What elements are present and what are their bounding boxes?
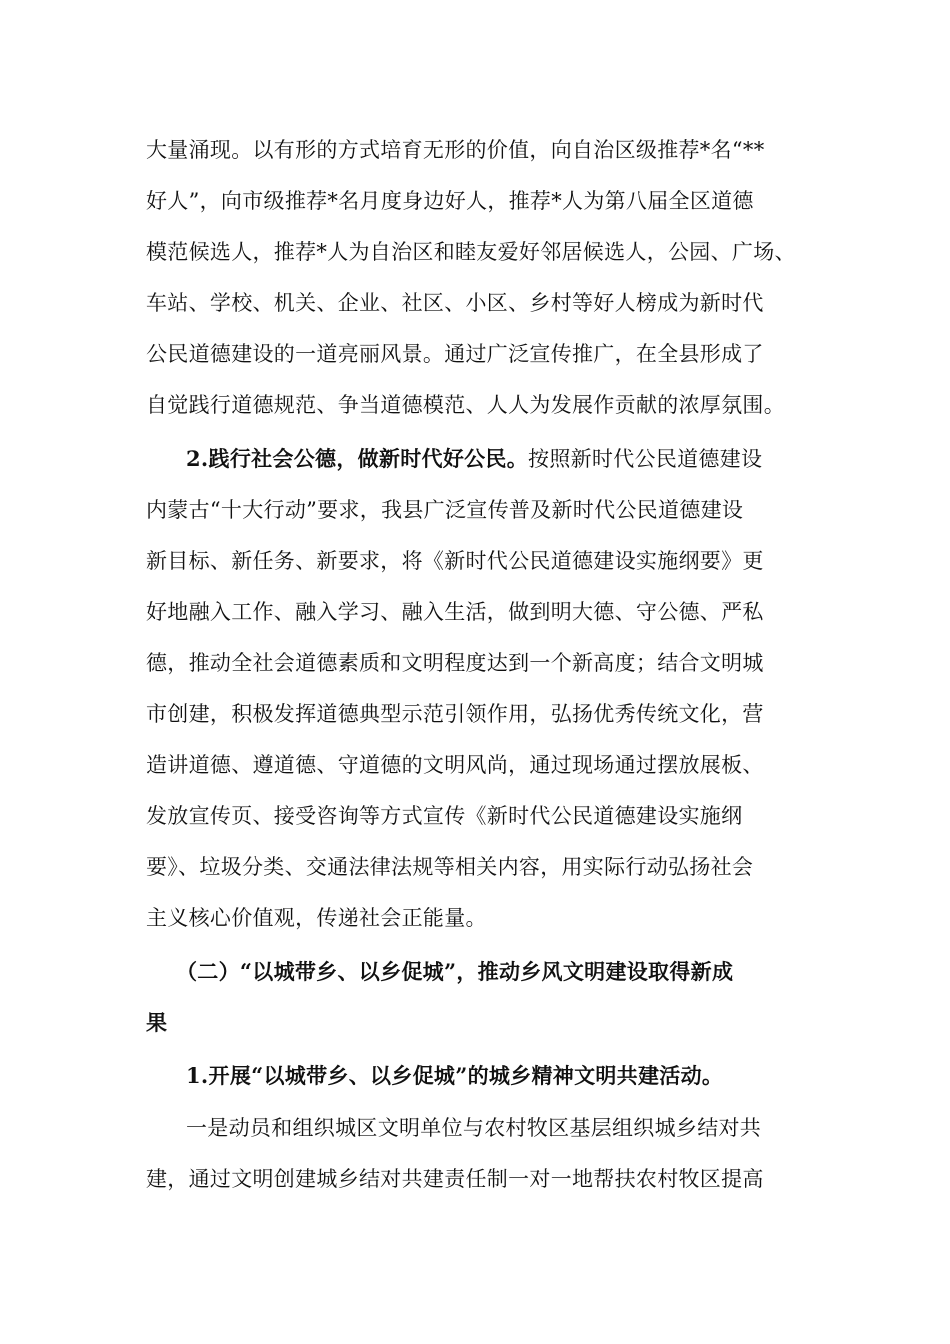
- paragraph-1-line-5: 公民道德建设的一道亮丽风景。通过广泛宣传推广，在全县形成了: [146, 342, 764, 366]
- paragraph-2-line-7: 造讲道德、遵道德、守道德的文明风尚，通过现场通过摆放展板、: [146, 753, 764, 777]
- paragraph-2-heading: 2.践行社会公德，做新时代好公民。: [186, 446, 529, 471]
- paragraph-1-line-1: 大量涌现。以有形的方式培育无形的价值，向自治区级推荐*名“**: [146, 138, 765, 162]
- paragraph-2-line-3: 新目标、新任务、新要求，将《新时代公民道德建设实施纲要》更: [146, 549, 764, 573]
- paragraph-2-first-line-rest: 按照新时代公民道德建设: [528, 447, 763, 471]
- paragraph-3-line-1: 一是动员和组织城区文明单位与农村牧区基层组织城乡结对共: [186, 1116, 762, 1140]
- paragraph-2-line-8: 发放宣传页、接受咨询等方式宣传《新时代公民道德建设实施纲: [146, 804, 743, 828]
- paragraph-2-line-6: 市创建，积极发挥道德典型示范引领作用，弘扬优秀传统文化，营: [146, 702, 764, 726]
- paragraph-3-line-2: 建，通过文明创建城乡结对共建责任制一对一地帮扶农村牧区提高: [146, 1167, 764, 1191]
- section-heading-line-1: （二）“以城带乡、以乡促城”，推动乡风文明建设取得新成: [176, 959, 734, 984]
- paragraph-2-line-4: 好地融入工作、融入学习、融入生活，做到明大德、守公德、严私: [146, 600, 764, 624]
- paragraph-1-line-2: 好人”，向市级推荐*名月度身边好人，推荐*人为第八届全区道德: [146, 189, 754, 213]
- paragraph-2-line-5: 德，推动全社会道德素质和文明程度达到一个新高度；结合文明城: [146, 651, 764, 675]
- paragraph-1-line-6: 自觉践行道德规范、争当道德模范、人人为发展作贡献的浓厚氛围。: [146, 393, 785, 417]
- paragraph-1-line-3: 模范候选人，推荐*人为自治区和睦友爱好邻居候选人，公园、广场、: [146, 240, 796, 264]
- subheading: 1.开展“以城带乡、以乡促城”的城乡精神文明共建活动。: [186, 1063, 724, 1088]
- section-heading-line-2: 果: [146, 1010, 168, 1035]
- paragraph-2-line-9: 要》、垃圾分类、交通法律法规等相关内容，用实际行动弘扬社会: [146, 855, 754, 879]
- paragraph-2-line-1: [186, 445, 762, 473]
- paragraph-1-line-4: 车站、学校、机关、企业、社区、小区、乡村等好人榜成为新时代: [146, 291, 764, 315]
- paragraph-2-line-10: 主义核心价值观，传递社会正能量。: [146, 906, 487, 930]
- paragraph-2-line-2: 内蒙古“十大行动”要求，我县广泛宣传普及新时代公民道德建设: [146, 498, 744, 522]
